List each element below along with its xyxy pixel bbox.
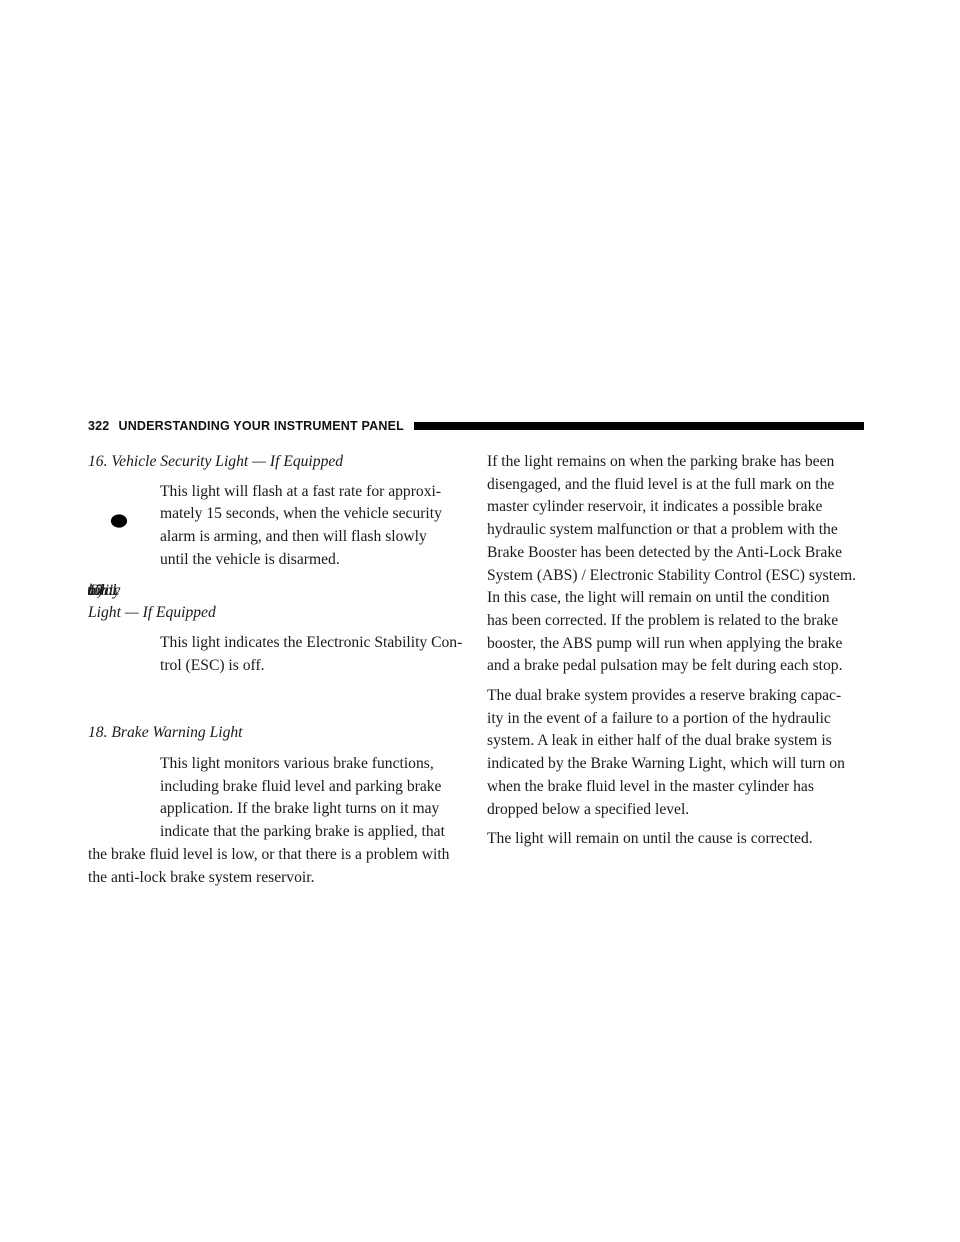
item-16-body — [88, 481, 463, 572]
left-column — [88, 440, 463, 889]
item-18-indented-text — [160, 753, 463, 844]
paragraph-line: when the brake fluid level in the master cylinder has — [487, 777, 814, 795]
paragraph-2 — [487, 685, 865, 821]
item-18-line: the anti-lock brake system reservoir. — [88, 868, 315, 886]
item-16-heading: 16. Vehicle Security Light — If Equipped — [88, 453, 344, 470]
paragraph-line: and a brake pedal pulsation may be felt during each stop. — [487, 657, 843, 675]
item-17-text — [160, 632, 463, 677]
paragraph-line: The dual brake system provides a reserve braking capac- — [487, 687, 842, 705]
paragraph-line: If the light remains on when the parking brake has been — [487, 453, 835, 470]
item-16-line: alarm is arming, and then will flash slowly — [160, 528, 427, 546]
item-18-line: the brake fluid level is low, or that there is a problem with — [88, 845, 450, 863]
paragraph-line: disengaged, and the fluid level is at the full mark on the — [487, 475, 835, 493]
paragraph-line: ity in the event of a failure to a portion of the hydraulic — [487, 709, 831, 727]
paragraph-line: master cylinder reservoir, it indicates a possible brake — [487, 498, 823, 516]
item-18-line: including brake fluid level and parking brake — [160, 777, 442, 795]
section-title: UNDERSTANDING YOUR INSTRUMENT PANEL — [118, 419, 404, 433]
page-header — [88, 416, 864, 436]
paragraph-3: The light will remain on until the cause is corrected. — [487, 830, 813, 848]
item-18-line: indicate that the parking brake is applied, that — [160, 823, 445, 841]
paragraph-line: hydraulic system malfunction or that a problem with the — [487, 521, 838, 539]
paragraph-line: has been corrected. If the problem is related to the brake — [487, 611, 839, 629]
item-18-heading: 18. Brake Warning Light — [88, 724, 243, 742]
paragraph-1 — [487, 451, 865, 678]
vehicle-security-light-icon — [109, 512, 130, 529]
paragraph-line: In this case, the light will remain on until the condition — [487, 589, 830, 607]
item-18-line: application. If the brake light turns on it may — [160, 800, 440, 818]
page-number: 322 — [88, 419, 110, 433]
item-17-heading-line2: Light — If Equipped — [88, 604, 216, 622]
item-16-line: mately 15 seconds, when the vehicle security — [160, 505, 442, 523]
paragraph-line: System (ABS) / Electronic Stability Control (ESC) system. — [487, 566, 857, 584]
paragraph-line: Brake Booster has been detected by the Anti-Lock Brake — [487, 543, 843, 561]
item-18-wrap-text — [88, 844, 463, 889]
item-16-line: This light will flash at a fast rate for approxi- — [160, 482, 442, 500]
paragraph-line: dropped below a specified level. — [487, 800, 690, 818]
header-rule — [414, 422, 864, 430]
paragraph-line: indicated by the Brake Warning Light, which will turn on — [487, 755, 845, 773]
item-17-line: This light indicates the Electronic Stability Con- — [160, 633, 463, 651]
paragraph-line: system. A leak in either half of the dual brake system is — [487, 732, 832, 750]
paragraph-line: booster, the ABS pump will run when applying the brake — [487, 634, 843, 652]
right-column — [487, 440, 865, 851]
item-16-line: until the vehicle is disarmed. — [160, 550, 340, 568]
item-16-text — [160, 481, 463, 572]
item-17-heading-line1 — [88, 580, 463, 603]
item-18-line: This light monitors various brake functions, — [160, 755, 434, 773]
item-17-line: trol (ESC) is off. — [160, 656, 265, 674]
